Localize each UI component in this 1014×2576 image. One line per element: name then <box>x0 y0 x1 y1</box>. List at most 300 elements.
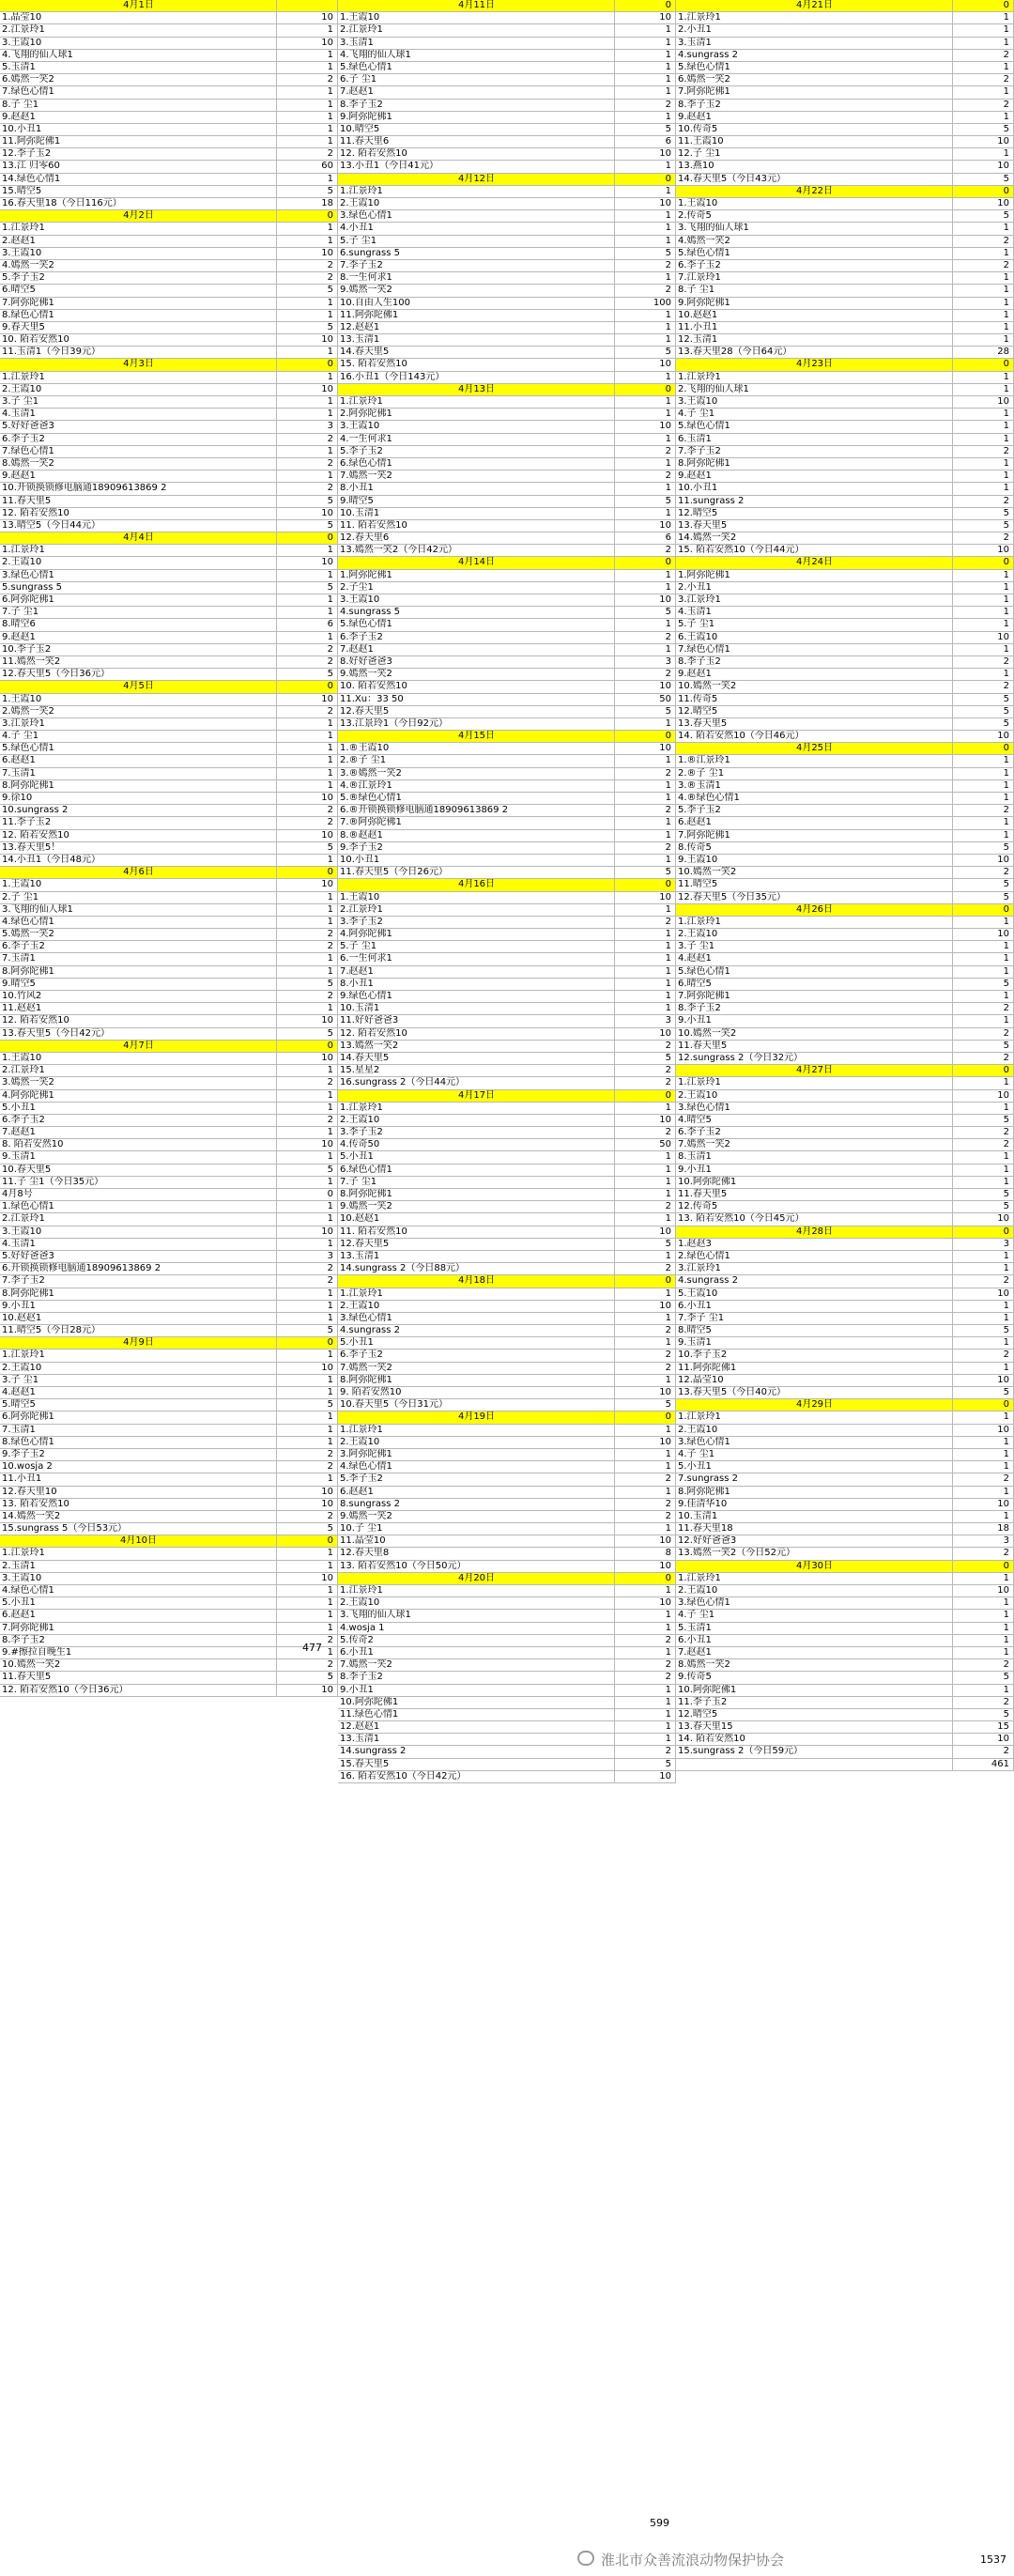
donation-row <box>338 409 676 421</box>
donation-row <box>0 1585 338 1597</box>
cell-divider <box>614 1313 615 1324</box>
cell-divider <box>276 161 277 172</box>
amount-cell: 0 <box>1003 1226 1009 1237</box>
amount-cell: 2 <box>327 817 333 828</box>
cell-divider <box>952 830 953 841</box>
amount-cell: 2 <box>665 1127 671 1138</box>
donor-entry: 4.传奇50 <box>340 1139 380 1150</box>
cell-divider <box>614 607 615 618</box>
amount-cell: 2 <box>327 1114 333 1125</box>
cell-divider <box>952 86 953 98</box>
cell-divider <box>614 223 615 234</box>
donation-row <box>338 148 676 161</box>
amount-cell: 2 <box>665 841 671 853</box>
cell-divider <box>614 1325 615 1336</box>
donation-row <box>676 1411 1014 1424</box>
donor-entry: 6.绿色心情1 <box>340 457 392 469</box>
amount-cell: 1 <box>327 743 333 754</box>
donor-entry: 5.绿色心情1 <box>340 619 392 630</box>
donation-row <box>338 1115 676 1127</box>
donor-entry: 2.赵赵1 <box>2 235 36 246</box>
cell-divider <box>276 285 277 296</box>
date-header-row <box>676 557 1014 569</box>
donor-entry: 6.李子玉2 <box>2 433 45 444</box>
cell-divider <box>276 1672 277 1683</box>
cell-divider <box>952 1561 953 1572</box>
donor-entry: 10.李子玉2 <box>678 1350 728 1361</box>
amount-cell: 1 <box>1003 619 1009 630</box>
cell-divider <box>276 124 277 135</box>
donor-entry: 5.绿色心情1 <box>678 965 730 977</box>
amount-cell: 2 <box>327 1510 333 1521</box>
amount-cell: 1 <box>1003 483 1009 494</box>
donor-entry: 10.玉清1 <box>340 1003 380 1014</box>
donor-entry: 13.春天里28（今日64元） <box>678 347 792 358</box>
amount-cell: 1 <box>665 953 671 964</box>
donor-entry: 5.小丑1 <box>340 1337 374 1349</box>
amount-cell: 1 <box>1003 433 1009 444</box>
donor-entry: 1.江景玲1 <box>678 1411 721 1423</box>
donor-entry: 3.王霞10 <box>2 37 42 48</box>
donation-row <box>676 1623 1014 1635</box>
date-header-row <box>676 359 1014 371</box>
cell-divider <box>276 1387 277 1398</box>
amount-cell: 10 <box>321 879 333 890</box>
date-header-row <box>338 1275 676 1288</box>
cell-divider <box>614 1077 615 1088</box>
amount-cell: 0 <box>327 1337 333 1349</box>
amount-cell: 2 <box>327 805 333 816</box>
cell-divider <box>614 1709 615 1720</box>
donation-row <box>676 1053 1014 1065</box>
amount-cell: 1 <box>1003 1362 1009 1373</box>
cell-divider <box>952 310 953 321</box>
cell-divider <box>952 322 953 333</box>
donation-row <box>0 1251 338 1263</box>
amount-cell: 1 <box>327 594 333 605</box>
donation-row <box>338 1759 676 1771</box>
donation-row <box>0 298 338 310</box>
donor-entry: 9.#擦拉自晚生1 <box>2 1646 72 1658</box>
donor-entry: 5.李子玉2 <box>340 445 383 456</box>
cell-divider <box>276 1499 277 1510</box>
donor-entry: 11.春天里5（今日26元） <box>340 867 448 878</box>
donor-entry: 4.赵赵1 <box>678 953 712 964</box>
amount-cell: 5 <box>1003 173 1009 184</box>
donor-entry: 9.赵赵1 <box>2 631 36 642</box>
donation-row <box>0 446 338 458</box>
cell-divider <box>952 1065 953 1076</box>
donor-entry: 6.李子玉2 <box>678 259 721 270</box>
amount-cell: 2 <box>665 470 671 482</box>
donor-entry: 2.江景玲1 <box>2 24 45 36</box>
donor-entry: 13.江 归零60 <box>2 161 60 172</box>
cell-divider <box>952 1597 953 1609</box>
donor-entry: 9. 陌若安然10 <box>340 1387 402 1397</box>
amount-cell: 1 <box>327 1411 333 1423</box>
amount-cell: 100 <box>653 297 671 308</box>
donor-entry: 9.赵赵1 <box>678 111 712 122</box>
donor-entry: 11.阿弥陀佛1 <box>2 136 61 147</box>
donation-row <box>676 372 1014 384</box>
cell-divider <box>614 1301 615 1312</box>
cell-divider <box>276 619 277 630</box>
amount-cell: 1 <box>1003 285 1009 296</box>
amount-cell: 2 <box>327 1263 333 1274</box>
donor-entry: 5.玉清1 <box>2 61 36 72</box>
donation-row <box>338 446 676 458</box>
donor-entry: 7.子 尘1 <box>2 607 39 618</box>
amount-cell: 1 <box>327 1127 333 1138</box>
donor-entry: 1.王霞10 <box>2 693 42 704</box>
donor-entry: 6.®开锁换锁修电脑通18909613869 2 <box>340 805 509 816</box>
donation-row <box>338 953 676 965</box>
amount-cell: 2 <box>327 1275 333 1287</box>
donation-row <box>338 1251 676 1263</box>
amount-cell: 5 <box>1003 879 1009 890</box>
donation-row <box>0 1165 338 1177</box>
donation-row <box>0 607 338 619</box>
cell-divider <box>952 148 953 160</box>
cell-divider <box>614 929 615 940</box>
cell-divider <box>614 483 615 494</box>
amount-cell: 1 <box>1003 1486 1009 1497</box>
donation-row <box>0 953 338 965</box>
cell-divider <box>276 347 277 358</box>
cell-divider <box>276 210 277 222</box>
donor-entry: 11.嫣然一笑2 <box>2 656 61 667</box>
donor-entry: 9.徐10 <box>2 793 33 803</box>
donation-row <box>338 347 676 359</box>
cell-divider <box>952 285 953 296</box>
amount-cell: 1 <box>327 1436 333 1447</box>
amount-cell: 1 <box>665 941 671 952</box>
donor-entry: 8.一生何求1 <box>340 272 392 284</box>
donation-row <box>338 718 676 731</box>
amount-cell: 1 <box>327 1374 333 1385</box>
donor-entry: 13.春天里5（今日40元） <box>678 1387 786 1397</box>
donor-entry: 10.嫣然一笑2 <box>678 681 737 692</box>
cell-divider <box>614 619 615 630</box>
cell-divider <box>952 12 953 23</box>
donation-row <box>676 953 1014 965</box>
cell-divider <box>276 917 277 928</box>
donation-row <box>338 570 676 582</box>
cell-divider <box>952 644 953 656</box>
donation-row <box>0 1597 338 1610</box>
cell-divider <box>614 322 615 333</box>
cell-divider <box>276 470 277 482</box>
amount-cell: 1 <box>327 717 333 729</box>
donation-row <box>676 1523 1014 1535</box>
donor-entry: 2.王霞10 <box>340 1114 380 1125</box>
amount-cell: 2 <box>327 74 333 85</box>
donor-entry: 3.王霞10 <box>340 594 380 605</box>
donor-entry: 8.晴空5 <box>678 1325 712 1336</box>
cell-divider <box>614 1659 615 1671</box>
donor-entry: 12.晴空5 <box>678 1708 718 1720</box>
donation-row <box>676 768 1014 780</box>
donor-entry: 1.江景玲1 <box>678 1077 721 1088</box>
donor-entry: 11.绿色心情1 <box>340 1708 399 1720</box>
amount-cell: 0 <box>1003 557 1009 568</box>
cell-divider <box>276 694 277 705</box>
cell-divider <box>614 421 615 432</box>
amount-cell: 2 <box>665 631 671 642</box>
amount-cell: 10 <box>997 136 1009 147</box>
cell-divider <box>276 1177 277 1188</box>
donor-entry: 9.晴空5 <box>340 495 374 506</box>
donor-entry: 4.绿色心情1 <box>2 1585 54 1596</box>
donor-entry: 7.阿弥陀佛1 <box>2 1622 54 1633</box>
cell-divider <box>614 681 615 692</box>
donation-row <box>338 272 676 285</box>
cell-divider <box>276 24 277 36</box>
amount-cell: 5 <box>327 1399 333 1411</box>
donor-entry: 3.玉清1 <box>340 37 374 48</box>
cell-divider <box>614 198 615 209</box>
cell-divider <box>614 1189 615 1200</box>
donor-entry: 8.阿弥陀佛1 <box>340 1189 392 1199</box>
amount-cell: 2 <box>327 1448 333 1459</box>
donor-entry: 3.王霞10 <box>340 421 380 432</box>
donation-row <box>338 1077 676 1089</box>
amount-cell: 2 <box>665 1077 671 1088</box>
cell-divider <box>614 582 615 594</box>
amount-cell: 1 <box>327 1473 333 1485</box>
donor-entry: 11.李子玉2 <box>678 1696 728 1707</box>
donation-row <box>676 124 1014 136</box>
cell-divider <box>952 669 953 680</box>
amount-cell: 1 <box>327 903 333 915</box>
donation-row <box>0 1015 338 1027</box>
donation-row <box>0 1685 338 1697</box>
donation-row <box>676 161 1014 173</box>
donation-row <box>676 1487 1014 1499</box>
cell-divider <box>614 74 615 85</box>
donor-entry: 10.春天里5（今日31元） <box>340 1399 448 1411</box>
donor-entry: 1.江景玲1 <box>340 1585 383 1596</box>
donor-entry: 9.嫣然一笑2 <box>340 285 392 296</box>
cell-divider <box>614 1288 615 1300</box>
cell-divider <box>276 136 277 147</box>
cell-divider <box>952 1399 953 1411</box>
amount-cell: 28 <box>997 347 1009 358</box>
donor-entry: 8.嫣然一笑2 <box>2 457 54 469</box>
amount-cell: 1 <box>665 235 671 246</box>
donor-entry: 14.嫣然一笑2 <box>2 1510 61 1521</box>
donor-entry: 2.王霞10 <box>678 1424 718 1435</box>
donor-entry: 8.晴空6 <box>2 619 36 630</box>
donor-entry: 11.晴空5 <box>678 879 718 890</box>
cell-divider <box>614 1721 615 1733</box>
cell-divider <box>614 1350 615 1361</box>
amount-cell: 10 <box>997 1585 1009 1596</box>
donation-row <box>338 1127 676 1139</box>
donor-entry: 11.好好爸爸3 <box>340 1015 399 1026</box>
cell-divider <box>276 396 277 408</box>
donation-row <box>338 1548 676 1560</box>
cell-divider <box>276 421 277 432</box>
donor-entry: 5.绿色心情1 <box>678 421 730 432</box>
cell-divider <box>276 1263 277 1274</box>
cell-divider <box>952 1103 953 1114</box>
donation-row <box>338 359 676 371</box>
amount-cell: 1 <box>327 1597 333 1609</box>
donation-row <box>0 669 338 681</box>
amount-cell: 5 <box>327 1027 333 1039</box>
amount-cell: 1 <box>665 309 671 320</box>
amount-cell: 1 <box>1003 1436 1009 1447</box>
cell-divider <box>276 1325 277 1336</box>
donor-entry: 8.李子玉2 <box>678 99 721 110</box>
cell-divider <box>276 545 277 556</box>
donation-row <box>338 1015 676 1027</box>
amount-cell: 1 <box>665 161 671 172</box>
donor-entry: 7.玉清1 <box>2 953 36 964</box>
cell-divider <box>952 755 953 766</box>
donor-entry: 2.绿色心情1 <box>678 1250 730 1261</box>
donor-entry: 10.wosja 2 <box>2 1461 53 1473</box>
donor-entry: 9.传奇5 <box>678 1672 712 1683</box>
amount-cell: 1 <box>665 210 671 222</box>
amount-cell: 0 <box>665 1572 671 1583</box>
amount-cell: 1 <box>327 1151 333 1163</box>
amount-cell: 2 <box>327 483 333 494</box>
amount-cell: 1 <box>1003 61 1009 72</box>
amount-cell: 1 <box>665 272 671 284</box>
donor-entry: 8.阿弥陀佛1 <box>340 1374 392 1385</box>
date-header-row <box>338 0 676 12</box>
amount-cell: 5 <box>1003 507 1009 518</box>
donation-row <box>338 1721 676 1734</box>
cell-divider <box>276 743 277 754</box>
donation-row <box>676 298 1014 310</box>
amount-cell: 2 <box>665 445 671 456</box>
donor-entry: 12.春天里6 <box>340 532 390 544</box>
amount-cell: 2 <box>665 1065 671 1076</box>
cell-divider <box>276 0 277 11</box>
donor-entry: 13.晴空5（今日44元） <box>2 519 100 531</box>
date-label: 4月20日 <box>457 1572 496 1583</box>
donation-row <box>676 570 1014 582</box>
amount-cell: 1 <box>1003 829 1009 841</box>
donation-row <box>0 1561 338 1573</box>
donor-entry: 4.嫣然一笑2 <box>678 235 730 246</box>
donor-entry: 5.好好爸爸3 <box>2 1250 54 1261</box>
donation-row <box>0 136 338 148</box>
donation-row <box>0 1028 338 1041</box>
amount-cell: 0 <box>327 359 333 370</box>
cell-divider <box>614 867 615 878</box>
donation-row <box>0 619 338 631</box>
cell-divider <box>952 1090 953 1102</box>
donation-row <box>338 1325 676 1337</box>
amount-cell: 1 <box>327 545 333 556</box>
date-header-row <box>338 384 676 396</box>
donor-entry: 1.阿弥陀佛1 <box>340 569 392 580</box>
donation-row <box>338 991 676 1003</box>
donor-entry: 8.传奇5 <box>678 841 712 853</box>
donation-row <box>338 681 676 693</box>
donation-row <box>676 248 1014 260</box>
donor-entry: 10.春天里5 <box>2 1164 52 1175</box>
donor-entry: 7.绿色心情1 <box>678 643 730 655</box>
amount-cell: 1 <box>327 1201 333 1212</box>
donor-entry: 1.江景玲1 <box>340 396 383 407</box>
donation-row <box>338 706 676 718</box>
donation-row <box>0 1399 338 1411</box>
date-label: 4月1日 <box>123 0 154 10</box>
donation-row <box>338 161 676 173</box>
amount-cell: 1 <box>665 1312 671 1323</box>
donation-row <box>676 1734 1014 1746</box>
donation-row <box>0 285 338 297</box>
amount-cell: 1 <box>1003 1337 1009 1349</box>
amount-cell: 2 <box>327 991 333 1001</box>
donation-row <box>676 1573 1014 1585</box>
cell-divider <box>614 1685 615 1696</box>
donation-row <box>676 1350 1014 1362</box>
donation-row <box>676 384 1014 396</box>
donation-row <box>676 520 1014 532</box>
amount-cell: 1 <box>327 1548 333 1559</box>
donation-row <box>0 148 338 161</box>
cell-divider <box>614 0 615 11</box>
donor-entry: 7.阿弥陀佛1 <box>678 86 730 98</box>
donation-row <box>0 421 338 433</box>
donation-row <box>0 1239 338 1251</box>
donor-entry: 6.李子玉2 <box>2 941 45 952</box>
amount-cell: 2 <box>1003 867 1009 878</box>
cell-divider <box>952 334 953 346</box>
donor-entry: 5.绿色心情1 <box>678 247 730 258</box>
amount-cell: 2 <box>665 285 671 296</box>
amount-cell: 10 <box>659 1535 671 1547</box>
amount-cell: 1 <box>665 1374 671 1385</box>
donation-row <box>0 1213 338 1226</box>
amount-cell: 5 <box>1003 210 1009 222</box>
donor-entry: 14.绿色心情1 <box>2 173 61 184</box>
donor-entry: 7.sungrass 2 <box>678 1473 738 1485</box>
amount-cell: 0 <box>327 867 333 878</box>
donation-row <box>338 532 676 545</box>
date-header-row <box>0 1535 338 1548</box>
cell-divider <box>952 979 953 990</box>
column-april-11-20 <box>338 0 676 1783</box>
cell-divider <box>952 1635 953 1646</box>
date-header-row <box>0 1041 338 1053</box>
donation-row <box>338 966 676 979</box>
donation-row <box>0 979 338 991</box>
donor-entry: 13.玉清1 <box>340 334 380 346</box>
donation-row <box>0 260 338 272</box>
donor-entry: 4.子 尘1 <box>678 1610 715 1621</box>
donation-row <box>0 458 338 470</box>
donation-row <box>338 298 676 310</box>
donation-row <box>0 396 338 409</box>
donor-entry: 5.小丑1 <box>2 1102 36 1113</box>
donation-row <box>676 458 1014 470</box>
cell-divider <box>952 718 953 730</box>
cell-divider <box>952 545 953 556</box>
donor-entry: 12.晴空5 <box>678 705 718 717</box>
donor-entry: 12.晶莹10 <box>678 1374 724 1385</box>
donation-row <box>338 210 676 223</box>
amount-cell: 2 <box>1003 681 1009 692</box>
cell-divider <box>952 1213 953 1225</box>
donation-row <box>338 1597 676 1610</box>
